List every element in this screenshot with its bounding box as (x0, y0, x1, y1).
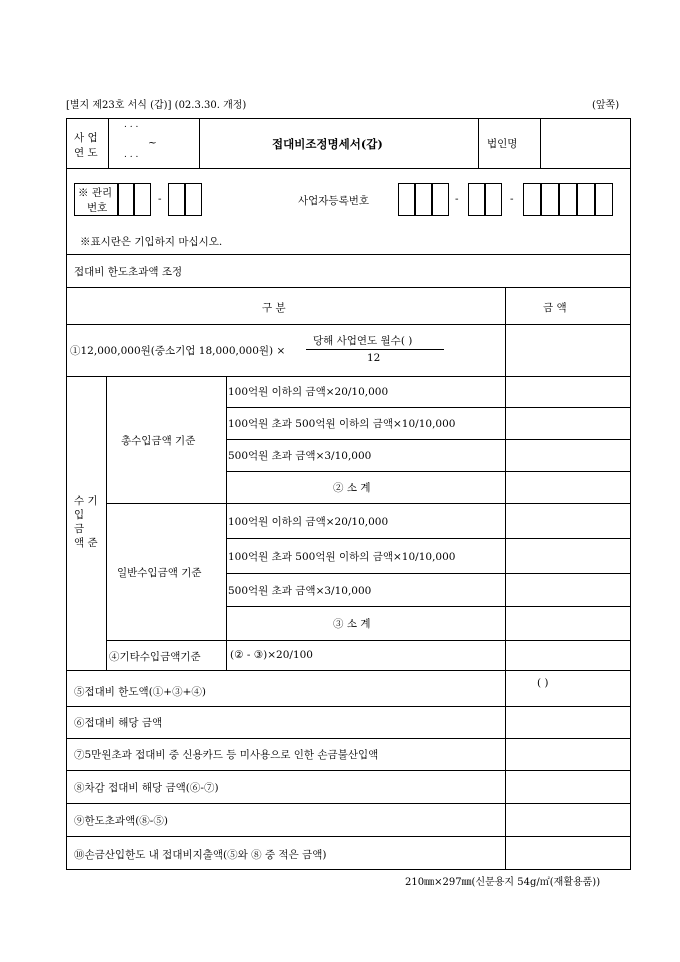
subtotal-3: ③ 소 계 (333, 618, 371, 630)
row10-label: ⑩손금산입한도 내 접대비지출액(⑤와 ⑧ 중 적은 금액) (74, 849, 327, 861)
year-start-dots: . . . (124, 120, 139, 130)
total-tier3-amount[interactable] (506, 440, 630, 470)
divider (66, 168, 631, 169)
income-basis-label-2: 입 (74, 509, 85, 521)
other-income-formula: (② - ③)×20/100 (230, 649, 313, 661)
management-number-digit[interactable] (134, 183, 151, 216)
paper-spec-footer: 210㎜×297㎜(신문용지 54g/㎡(재활용품)) (405, 877, 601, 888)
fraction-bar (306, 349, 444, 350)
form-title: 접대비조정명세서(갑) (272, 137, 383, 151)
general-tier3: 500억원 초과 금액×3/10,000 (228, 585, 372, 597)
base-limit-formula: ①12,000,000원(중소기업 18,000,000원) × (70, 345, 286, 357)
corporation-name-label: 법인명 (487, 138, 518, 150)
management-number-label-2: 번호 (87, 202, 108, 214)
general-tier1: 100억원 이하의 금액×20/10,000 (228, 516, 389, 528)
row10-amount-field[interactable] (506, 837, 630, 869)
general-income-basis-label: 일반수입금액 기준 (117, 567, 202, 579)
general-tier2: 100억원 초과 500억원 이하의 금액×10/10,000 (228, 551, 456, 563)
dash: - (510, 193, 514, 205)
subtotal-2-amount[interactable] (506, 472, 630, 502)
business-registration-label: 사업자등록번호 (298, 195, 370, 207)
registration-digit[interactable] (559, 183, 577, 216)
total-tier2: 100억원 초과 500억원 이하의 금액×10/10,000 (228, 418, 456, 430)
subtotal-3-amount[interactable] (506, 607, 630, 639)
registration-digit[interactable] (577, 183, 595, 216)
row6-label: ⑥접대비 해당 금액 (74, 717, 163, 729)
row1-amount-field[interactable] (506, 325, 630, 375)
total-tier2-amount[interactable] (506, 408, 630, 438)
column-header-category: 구 분 (262, 302, 286, 314)
do-not-fill-note: ※표시란은 기입하지 마십시오. (80, 236, 223, 248)
registration-digit[interactable] (398, 183, 415, 216)
general-tier1-amount[interactable] (506, 504, 630, 537)
year-end-dots: . . . (124, 150, 139, 160)
row6-amount-field[interactable] (506, 707, 630, 737)
divider (199, 118, 200, 168)
row5-amount-field[interactable] (506, 690, 630, 705)
divider (226, 376, 227, 670)
registration-digit[interactable] (468, 183, 485, 216)
income-basis-label-4: 액 준 (74, 537, 98, 549)
row7-amount-field[interactable] (506, 739, 630, 769)
corporation-name-field[interactable] (541, 120, 629, 166)
management-number-digit[interactable] (185, 183, 202, 216)
business-year-label: 사 업 (74, 132, 98, 144)
divider (478, 118, 479, 168)
divider (66, 254, 631, 255)
dash: - (158, 193, 162, 205)
row5-amount-parens: ( ) (537, 677, 549, 689)
row5-label: ⑤접대비 한도액(①+③+④) (74, 686, 206, 698)
total-tier3: 500억원 초과 금액×3/10,000 (228, 450, 372, 462)
income-basis-label: 수 기 (74, 495, 98, 507)
registration-digit[interactable] (595, 183, 613, 216)
registration-digit[interactable] (415, 183, 432, 216)
business-year-label-2: 연 도 (74, 147, 98, 159)
registration-digit[interactable] (432, 183, 449, 216)
total-income-basis-label: 총수입금액 기준 (121, 435, 196, 447)
divider (66, 287, 631, 288)
registration-digit[interactable] (485, 183, 502, 216)
row9-label: ⑨한도초과액(⑧-⑤) (74, 815, 168, 827)
other-income-basis-label: ④기타수입금액기준 (109, 651, 201, 663)
dash: - (455, 193, 459, 205)
management-number-digit[interactable] (168, 183, 185, 216)
page-side-label: (앞쪽) (592, 100, 620, 111)
row7-label: ⑦5만원초과 접대비 중 신용카드 등 미사용으로 인한 손금불산입액 (74, 749, 379, 761)
section-title: 접대비 한도초과액 조정 (74, 266, 183, 278)
management-number-label: ※ 관리 (78, 187, 113, 199)
subtotal-2: ② 소 계 (333, 482, 371, 494)
other-income-amount[interactable] (506, 641, 630, 669)
tilde-mark: ~ (148, 137, 157, 149)
registration-digit[interactable] (523, 183, 541, 216)
registration-digit[interactable] (541, 183, 559, 216)
form-reference: [별지 제23호 서식 (갑)] (02.3.30. 개정) (66, 100, 247, 111)
divider (66, 670, 631, 671)
row8-label: ⑧차감 접대비 해당 금액(⑥-⑦) (74, 782, 219, 794)
general-tier2-amount[interactable] (506, 539, 630, 572)
row8-amount-field[interactable] (506, 771, 630, 802)
income-basis-label-3: 금 (74, 523, 85, 535)
general-tier3-amount[interactable] (506, 574, 630, 605)
total-tier1: 100억원 이하의 금액×20/10,000 (228, 386, 389, 398)
divider (106, 376, 107, 670)
row9-amount-field[interactable] (506, 804, 630, 835)
column-header-amount: 금 액 (543, 302, 567, 314)
divider (108, 118, 109, 168)
months-numerator: 당해 사업연도 월수( ) (313, 335, 413, 347)
total-tier1-amount[interactable] (506, 377, 630, 406)
management-number-digit[interactable] (118, 183, 134, 216)
months-denominator: 12 (367, 352, 381, 364)
